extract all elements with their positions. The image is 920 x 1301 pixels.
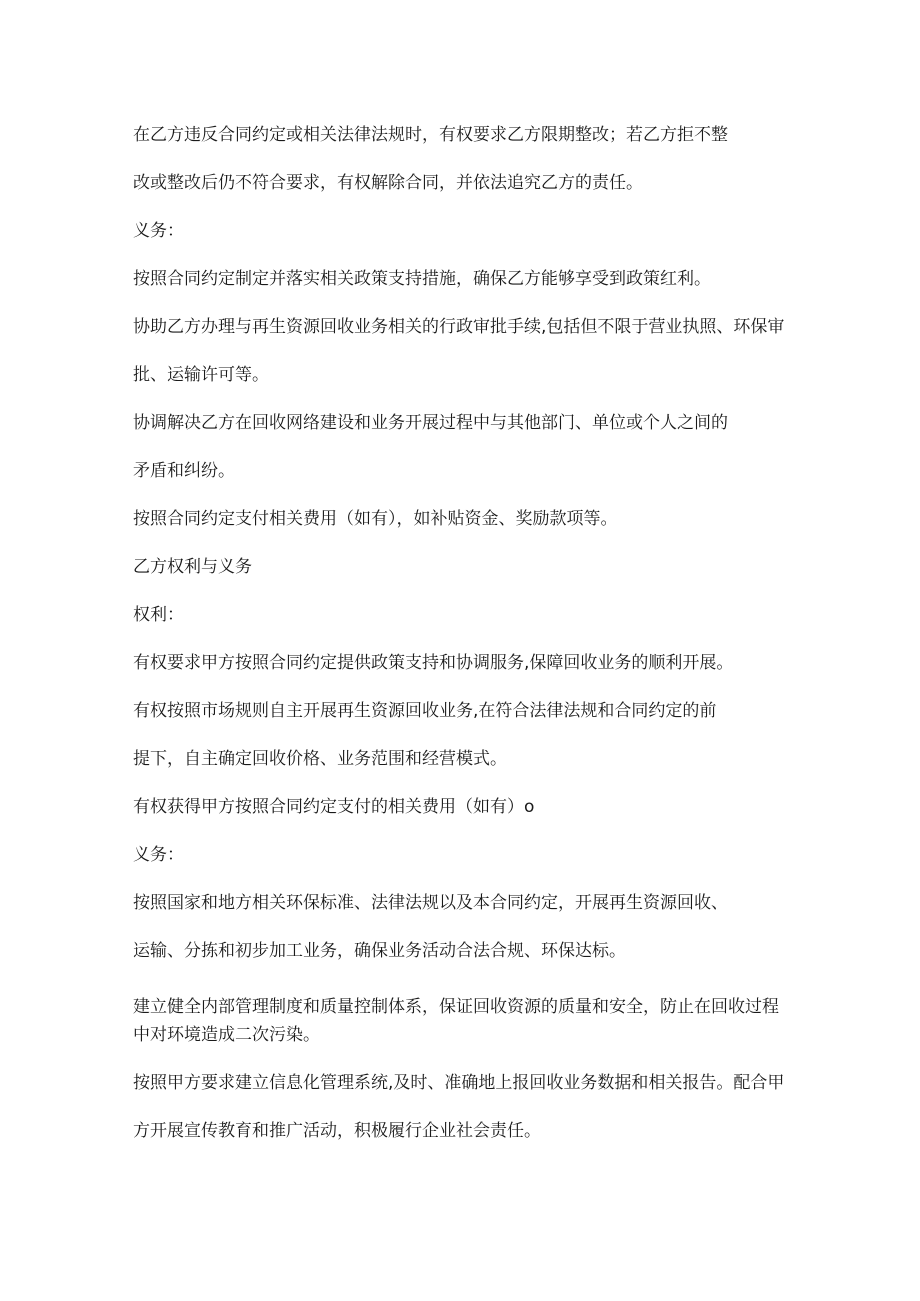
text-line: 中对环境造成二次污染。 xyxy=(133,1025,320,1045)
text-line: 协助乙方办理与再生资源回收业务相关的行政审批手续,包括但不限于营业执照、环保审 xyxy=(133,317,785,337)
text-line: 运输、分拣和初步加工业务，确保业务活动合法合规、环保达标。 xyxy=(133,941,626,961)
text-line: 建立健全内部管理制度和质量控制体系，保证回收资源的质量和安全，防止在回收过程 xyxy=(133,997,779,1017)
section-label-obligations: 义务： xyxy=(133,221,184,241)
text-line: 按照国家和地方相关环保标准、法律法规以及本合同约定，开展再生资源回收、 xyxy=(133,893,728,913)
text-line: 提下，自主确定回收价格、业务范围和经营模式。 xyxy=(133,749,507,769)
text-line: 方开展宣传教育和推广活动，积极履行企业社会责任。 xyxy=(133,1121,541,1141)
text-line: 有权获得甲方按照合同约定支付的相关费用（如有）o xyxy=(133,797,535,817)
section-label-rights: 权利： xyxy=(133,605,184,625)
text-line: 矛盾和纠纷。 xyxy=(133,461,235,481)
text-line: 有权要求甲方按照合同约定提供政策支持和协调服务,保障回收业务的顺利开展。 xyxy=(133,653,734,673)
text-line: 改或整改后仍不符合要求，有权解除合同，并依法追究乙方的责任。 xyxy=(133,173,643,193)
text-line: 按照甲方要求建立信息化管理系统,及时、准确地上报回收业务数据和相关报告。配合甲 xyxy=(133,1073,785,1093)
text-line: 按照合同约定支付相关费用（如有），如补贴资金、奖励款项等。 xyxy=(133,509,618,529)
section-heading: 乙方权利与义务 xyxy=(133,557,252,577)
text-line: 协调解决乙方在回收网络建设和业务开展过程中与其他部门、单位或个人之间的 xyxy=(133,413,728,433)
text-line: 批、运输许可等。 xyxy=(133,365,269,385)
text-line: 有权按照市场规则自主开展再生资源回收业务,在符合法律法规和合同约定的前 xyxy=(133,701,717,721)
section-label-obligations: 义务： xyxy=(133,845,184,865)
text-line: 在乙方违反合同约定或相关法律法规时，有权要求乙方限期整改；若乙方拒不整 xyxy=(133,125,728,145)
text-line: 按照合同约定制定并落实相关政策支持措施，确保乙方能够享受到政策红利。 xyxy=(133,269,711,289)
